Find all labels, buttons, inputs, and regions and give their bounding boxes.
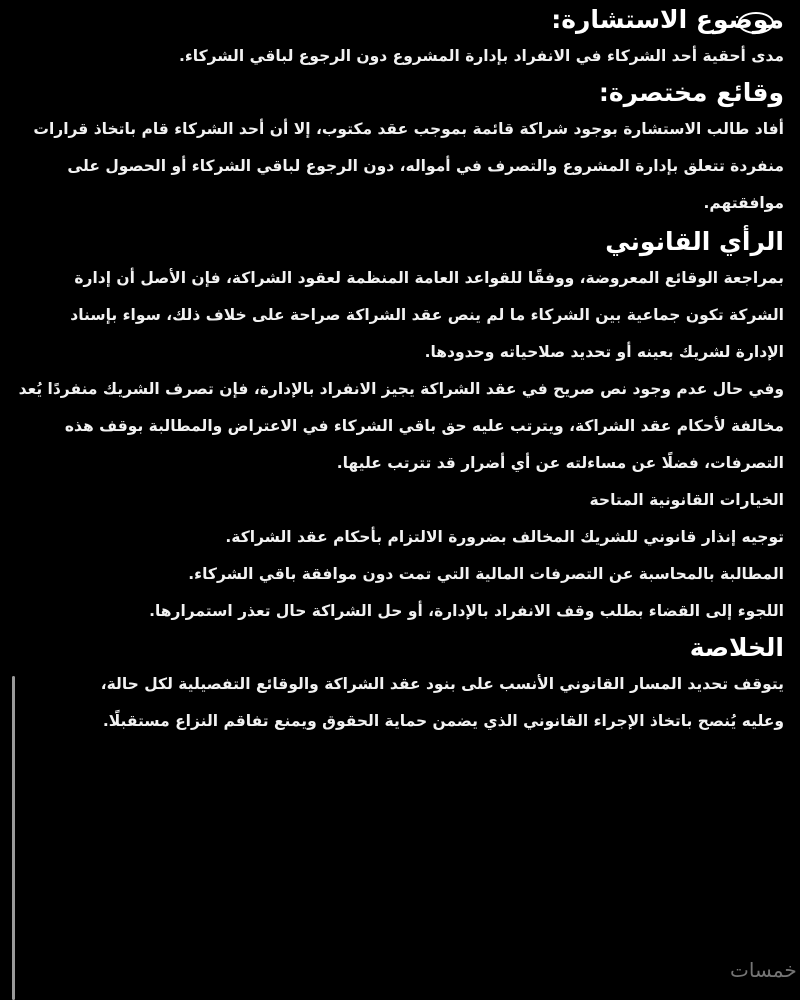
radio-circle-icon[interactable] <box>738 12 774 34</box>
heading-legal-opinion: الرأي القانوني <box>605 227 784 256</box>
heading-conclusion: الخلاصة <box>689 633 784 662</box>
paragraph-facts: أفاد طالب الاستشارة بوجود شراكة قائمة بموجب عقد مكتوب، إلا أن أحد الشركاء قام باتخاذ قرارات منفردة تتعلق بإدارة المشروع والتصرف في أمواله، دون الرجوع لباقي الشركاء أو الحصول على موافقتهم. <box>33 120 784 212</box>
paragraph-options-title: الخيارات القانونية المتاحة <box>589 491 784 509</box>
heading-topic: موضوع الاستشارة: <box>551 5 784 34</box>
paragraph-option-accounting: المطالبة بالمحاسبة عن التصرفات المالية التي تمت دون موافقة باقي الشركاء. <box>188 565 784 583</box>
section-topic <box>18 2 784 75</box>
paragraph-legal-basis: بمراجعة الوقائع المعروضة، ووفقًا للقواعد العامة المنظمة لعقود الشراكة، فإن الأصل أن إدارة الشركة تكون جماعية بين الشركاء ما لم ينص عقد الشراكة صراحة على خلاف ذلك، سواء بإسناد الإدارة لشريك بعينه أو تحديد صلاحياته وحدودها. <box>70 269 784 361</box>
section-facts <box>18 75 784 222</box>
heading-facts: وقائع مختصرة: <box>598 78 784 107</box>
paragraph-option-warning: توجيه إنذار قانوني للشريك المخالف بضرورة الالتزام بأحكام عقد الشراكة. <box>225 528 784 546</box>
paragraph-legal-violation: وفي حال عدم وجود نص صريح في عقد الشراكة يجيز الانفراد بالإدارة، فإن تصرف الشريك منفردًا يُعد مخالفة لأحكام عقد الشراكة، ويترتب عليه حق باقي الشركاء في الاعتراض والمطالبة بوقف هذه التصرفات، فضلًا عن مساءلته عن أي أضرار قد تترتب عليها. <box>18 380 784 472</box>
paragraph-conclusion: يتوقف تحديد المسار القانوني الأنسب على بنود عقد الشراكة والوقائع التفصيلية لكل حالة، وعليه يُنصح باتخاذ الإجراء القانوني الذي يضمن حماية الحقوق ويمنع تفاقم النزاع مستقبلًا. <box>100 675 784 730</box>
watermark: خمسات <box>730 958 797 982</box>
conclusion-item <box>18 666 784 740</box>
paragraph-option-court: اللجوء إلى القضاء بطلب وقف الانفراد بالإدارة، أو حل الشراكة حال تعذر استمرارها. <box>149 602 784 620</box>
section-legal-opinion <box>18 224 784 630</box>
scrollbar[interactable] <box>12 676 15 1000</box>
paragraph-topic: مدى أحقية أحد الشركاء في الانفراد بإدارة المشروع دون الرجوع لباقي الشركاء. <box>179 47 784 65</box>
section-conclusion <box>18 630 784 740</box>
